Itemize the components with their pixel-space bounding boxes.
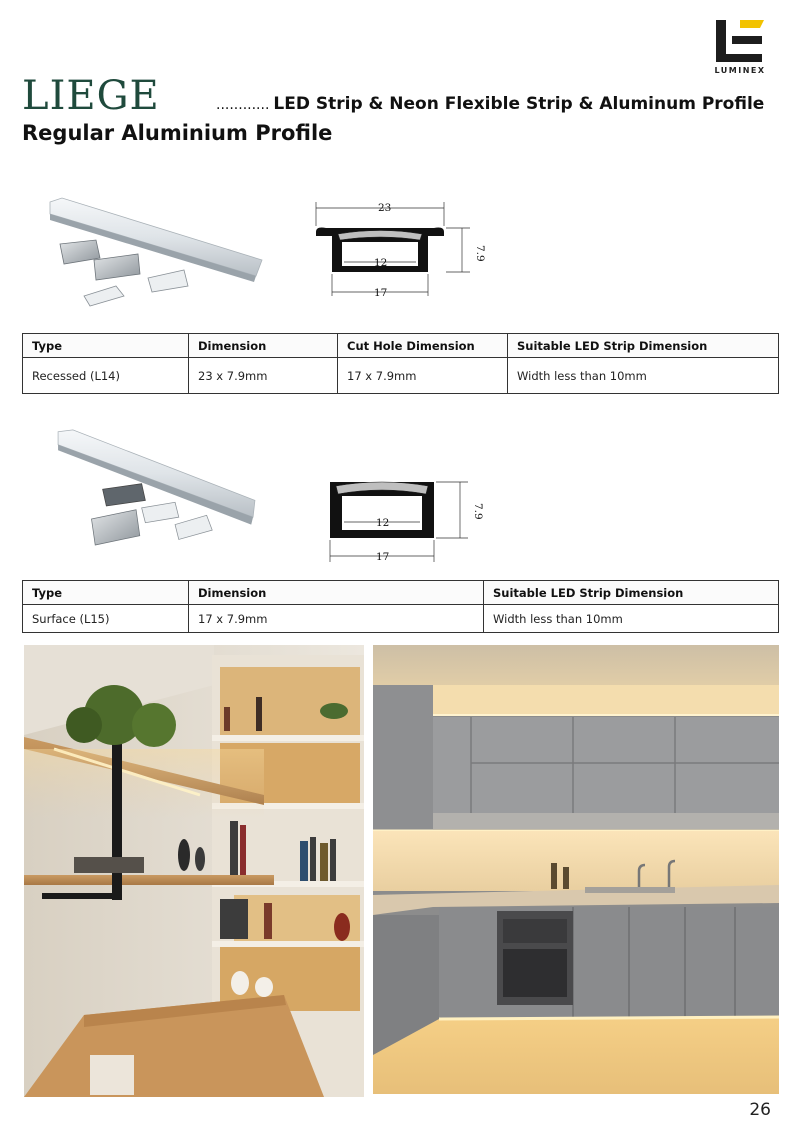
kitchen-lighting-photo	[373, 645, 779, 1094]
cell-led-strip: Width less than 10mm	[508, 358, 779, 394]
col-dimension: Dimension	[189, 581, 484, 605]
surface-profile-photo	[48, 428, 278, 558]
tagline-dots: ............	[216, 97, 270, 113]
table-header-row	[23, 581, 779, 605]
cell-led-strip: Width less than 10mm	[484, 605, 779, 633]
dim-top-width: 23	[378, 202, 392, 214]
cell-dimension: 23 x 7.9mm	[189, 358, 338, 394]
recessed-profile-drawing	[300, 196, 486, 302]
brand-title: LIEGE	[22, 73, 160, 119]
cell-type: Recessed (L14)	[23, 358, 189, 394]
dim-base-width: 17	[376, 551, 390, 563]
cell-dimension: 17 x 7.9mm	[189, 605, 484, 633]
recessed-spec-table	[22, 333, 779, 394]
col-type: Type	[23, 581, 189, 605]
dim-inner-width: 12	[376, 517, 390, 529]
page-number: 26	[749, 1100, 771, 1120]
page-subtitle: Regular Aluminium Profile	[22, 121, 333, 145]
dim-height: 7.9	[474, 245, 486, 262]
logo-wordmark: LUMINEX	[714, 66, 766, 75]
col-cut-hole: Cut Hole Dimension	[338, 334, 508, 358]
col-type: Type	[23, 334, 189, 358]
tagline	[216, 94, 764, 114]
dim-height: 7.9	[472, 503, 484, 520]
dim-base-width: 17	[374, 287, 388, 299]
table-header-row	[23, 334, 779, 358]
col-dimension: Dimension	[189, 334, 338, 358]
dim-inner-width: 12	[374, 257, 388, 269]
surface-spec-table	[22, 580, 779, 633]
col-led-strip: Suitable LED Strip Dimension	[508, 334, 779, 358]
shelf-lighting-photo	[24, 645, 364, 1097]
col-led-strip: Suitable LED Strip Dimension	[484, 581, 779, 605]
table-row	[23, 358, 779, 394]
cell-cut-hole: 17 x 7.9mm	[338, 358, 508, 394]
tagline-text: LED Strip & Neon Flexible Strip & Aluminum Profile	[273, 94, 765, 114]
recessed-profile-photo	[48, 192, 278, 322]
cell-type: Surface (L15)	[23, 605, 189, 633]
surface-profile-drawing	[320, 472, 484, 568]
table-row	[23, 605, 779, 633]
